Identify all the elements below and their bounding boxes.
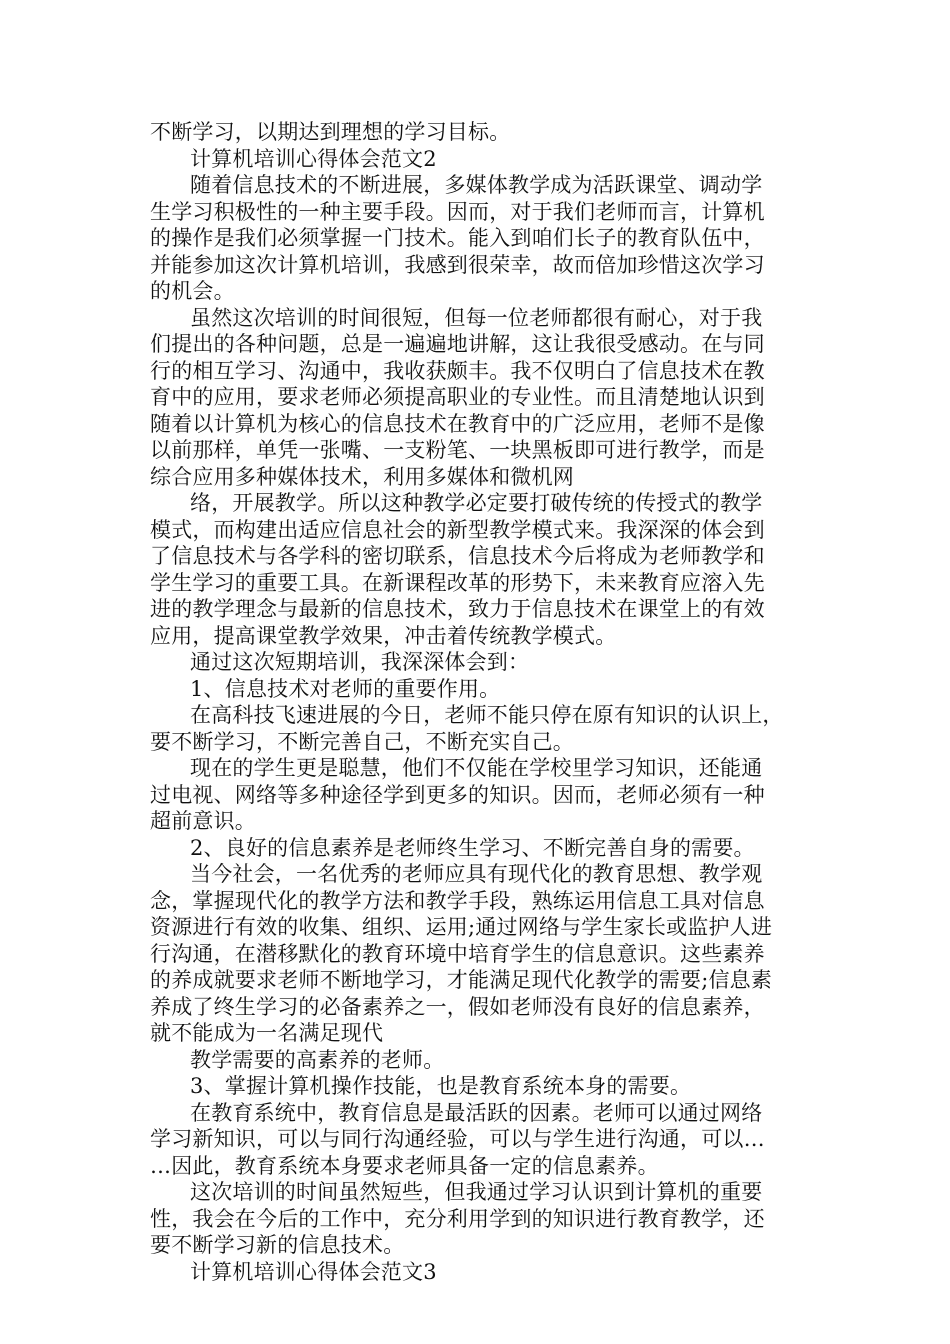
text-line: 了信息技术与各学科的密切联系，信息技术今后将成为老师教学和 bbox=[150, 544, 765, 568]
text-line: 生学习积极性的一种主要手段。因而，对于我们老师而言，计算机 bbox=[150, 199, 765, 224]
text-line: 计算机培训心得体会范文2 bbox=[190, 146, 437, 171]
text-line: 进的教学理念与最新的信息技术，致力于信息技术在课堂上的有效 bbox=[150, 597, 765, 621]
text-line: 在教育系统中，教育信息是最活跃的因素。老师可以通过网络 bbox=[190, 1100, 763, 1125]
text-line: 学生学习的重要工具。在新课程改革的形势下，未来教育应溶入先 bbox=[150, 570, 765, 595]
text-line: 虽然这次培训的时间很短，但每一位老师都很有耐心，对于我 bbox=[190, 305, 763, 330]
text-line: 3、掌握计算机操作技能，也是教育系统本身的需要。 bbox=[190, 1074, 692, 1098]
text-line: 行的相互学习、沟通中，我收获颇丰。我不仅明白了信息技术在教 bbox=[150, 358, 765, 383]
text-line: 养成了终生学习的必备素养之一，假如老师没有良好的信息素养， bbox=[150, 994, 765, 1019]
text-line: 随着以计算机为核心的信息技术在教育中的广泛应用，老师不是像 bbox=[150, 411, 765, 436]
text-line: 学习新知识，可以与同行沟通经验，可以与学生进行沟通，可以… bbox=[150, 1127, 765, 1151]
text-line: 的操作是我们必须掌握一门技术。能入到咱们长子的教育队伍中， bbox=[150, 226, 765, 250]
text-line: 要不断学习新的信息技术。 bbox=[150, 1233, 405, 1257]
text-line: 教学需要的高素养的老师。 bbox=[190, 1047, 445, 1072]
text-line: 过电视、网络等多种途径学到更多的知识。因而，老师必须有一种 bbox=[150, 782, 765, 807]
text-line: 念，掌握现代化的教学方法和教学手段，熟练运用信息工具对信息 bbox=[150, 888, 765, 913]
text-line: 们提出的各种问题，总是一遍遍地讲解，这让我很受感动。在与同 bbox=[150, 332, 765, 356]
text-line: 并能参加这次计算机培训，我感到很荣幸，故而倍加珍惜这次学习 bbox=[150, 252, 765, 277]
text-line: 要不断学习，不断完善自己，不断充实自己。 bbox=[150, 729, 574, 754]
text-line: 就不能成为一名满足现代 bbox=[150, 1021, 384, 1045]
text-line: 2、良好的信息素养是老师终生学习、不断完善自身的需要。 bbox=[190, 835, 755, 860]
text-line: 行沟通，在潜移默化的教育环境中培育学生的信息意识。这些素养 bbox=[150, 941, 765, 966]
text-line: 应用，提高课堂教学效果，冲击着传统教学模式。 bbox=[150, 623, 617, 648]
text-line: 现在的学生更是聪慧，他们不仅能在学校里学习知识，还能通 bbox=[190, 756, 763, 780]
text-line: 在高科技飞速进展的今日，老师不能只停在原有知识的认识上， bbox=[190, 703, 784, 727]
text-line: 的机会。 bbox=[150, 279, 235, 303]
text-line: 资源进行有效的收集、组织、运用;通过网络与学生家长或监护人进 bbox=[150, 915, 773, 939]
text-line: 性，我会在今后的工作中，充分利用学到的知识进行教育教学，还 bbox=[150, 1206, 765, 1231]
text-line: 不断学习，以期达到理想的学习目标。 bbox=[150, 120, 511, 144]
text-line: 计算机培训心得体会范文3 bbox=[190, 1259, 437, 1284]
text-line: 超前意识。 bbox=[150, 809, 256, 833]
text-line: 育中的应用，要求老师必须提高职业的专业性。而且清楚地认识到 bbox=[150, 385, 765, 409]
text-line: 以前那样，单凭一张嘴、一支粉笔、一块黑板即可进行教学，而是 bbox=[150, 438, 765, 462]
text-line: 1、信息技术对老师的重要作用。 bbox=[190, 676, 501, 701]
text-line: 通过这次短期培训，我深深体会到： bbox=[190, 650, 530, 674]
text-line: 的养成就要求老师不断地学习，才能满足现代化教学的需要;信息素 bbox=[150, 968, 773, 992]
document-body bbox=[150, 119, 810, 1285]
text-line: …因此，教育系统本身要求老师具备一定的信息素养。 bbox=[150, 1153, 659, 1178]
text-line: 这次培训的时间虽然短些，但我通过学习认识到计算机的重要 bbox=[190, 1180, 763, 1204]
text-line: 络，开展教学。所以这种教学必定要打破传统的传授式的教学 bbox=[190, 491, 763, 515]
text-line: 随着信息技术的不断进展，多媒体教学成为活跃课堂、调动学 bbox=[190, 173, 763, 197]
text-line: 当今社会，一名优秀的老师应具有现代化的教育思想、教学观 bbox=[190, 862, 763, 886]
text-line: 综合应用多种媒体技术，利用多媒体和微机网 bbox=[150, 464, 574, 489]
text-line: 模式，而构建出适应信息社会的新型教学模式来。我深深的体会到 bbox=[150, 517, 765, 542]
